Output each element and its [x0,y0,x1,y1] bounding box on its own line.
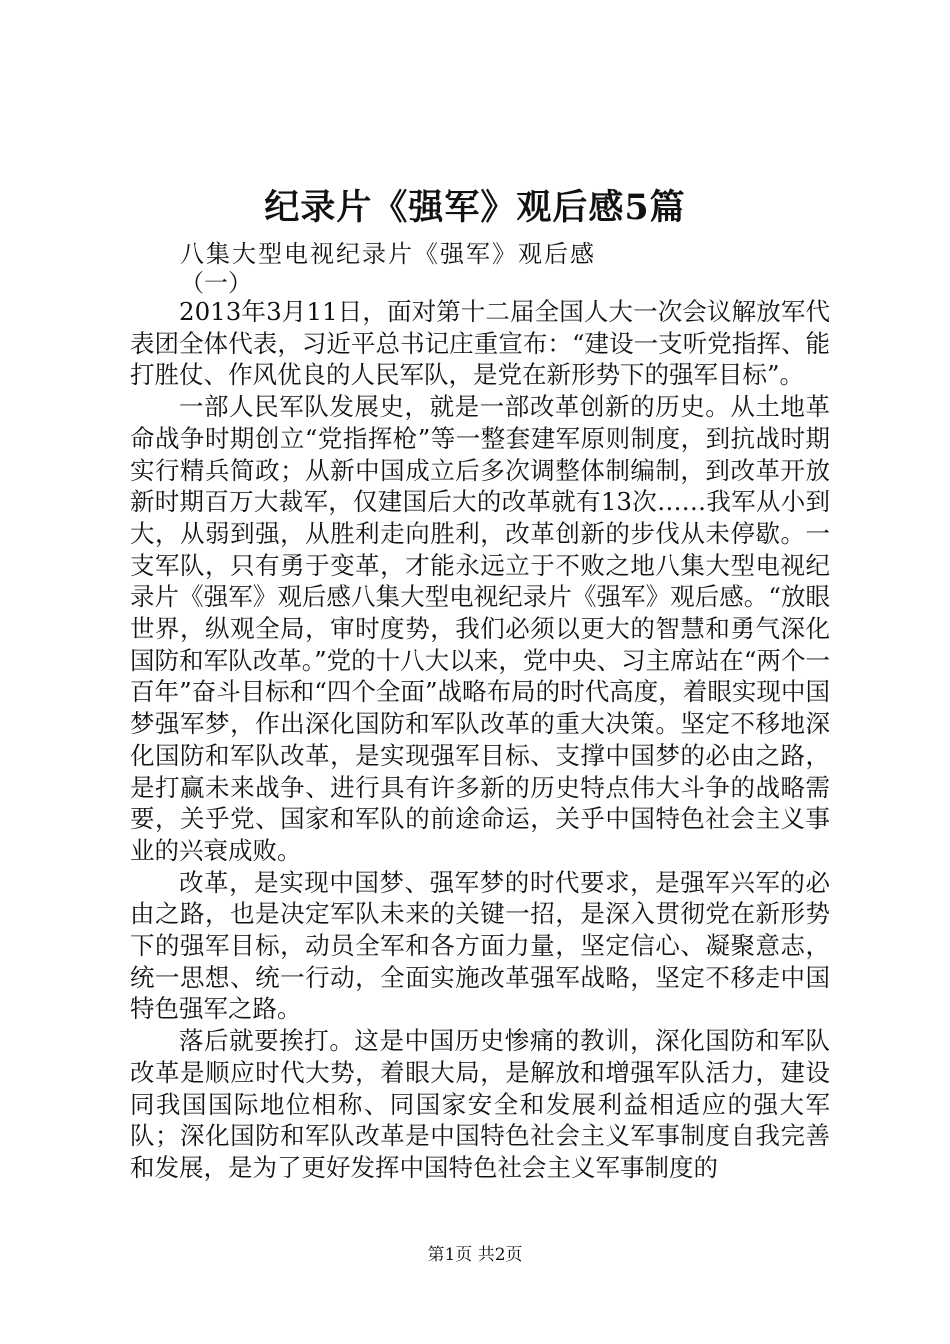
document-subtitle: 八集大型电视纪录片《强军》观后感 [180,240,596,268]
document-title: 纪录片《强军》观后感5篇 [264,187,686,228]
page-footer: 第1页 共2页 [427,1245,523,1265]
section-number: （一） [180,269,252,297]
paragraph: 改革，是实现中国梦、强军梦的时代要求，是强军兴军的必由之路，也是决定军队未来的关键一招，是深入贯彻党在新形势下的强军目标，动员全军和各方面力量，坚定信心、凝聚意志，统一思想、统一行动，全面实施改革强军战略，坚定不移走中国特色强军之路。 [130,867,830,1024]
paragraph: 一部人民军队发展史，就是一部改革创新的历史。从土地革命战争时期创立“党指挥枪”等一整套建军原则制度，到抗战时期实行精兵简政；从新中国成立后多次调整体制编制，到改革开放新时期百万大裁军，仅建国后大的改革就有13次……我军从小到大，从弱到强，从胜利走向胜利，改革创新的步伐从未停歇。一支军队，只有勇于变革，才能永远立于不败之地八集大型电视纪录片《强军》观后感八集大型电视纪录片《强军》观后感。“放眼世界，纵观全局，审时度势，我们必须以更大的智慧和勇气深化国防和军队改革。”党的十八大以来，党中央、习主席站在“两个一百年”奋斗目标和“四个全面”战略布局的时代高度，着眼实现中国梦强军梦，作出深化国防和军队改革的重大决策。坚定不移地深化国防和军队改革，是实现强军目标、支撑中国梦的必由之路，是打赢未来战争、进行具有许多新的历史特点伟大斗争的战略需要，关乎党、国家和军队的前途命运，关乎中国特色社会主义事业的兴衰成败。 [130,392,830,865]
paragraph: 落后就要挨打。这是中国历史惨痛的教训，深化国防和军队改革是顺应时代大势，着眼大局，是解放和增强军队活力，建设同我国国际地位相称、同国家安全和发展利益相适应的强大军队；深化国防和军队改革是中国特色社会主义军事制度自我完善和发展，是为了更好发挥中国特色社会主义军事制度的 [130,1026,830,1182]
document-body [130,296,830,1184]
paragraph: 2013年3月11日，面对第十二届全国人大一次会议解放军代表团全体代表，习近平总书记庄重宣布：“建设一支听党指挥、能打胜仗、作风优良的人民军队，是党在新形势下的强军目标”。 [130,297,830,390]
